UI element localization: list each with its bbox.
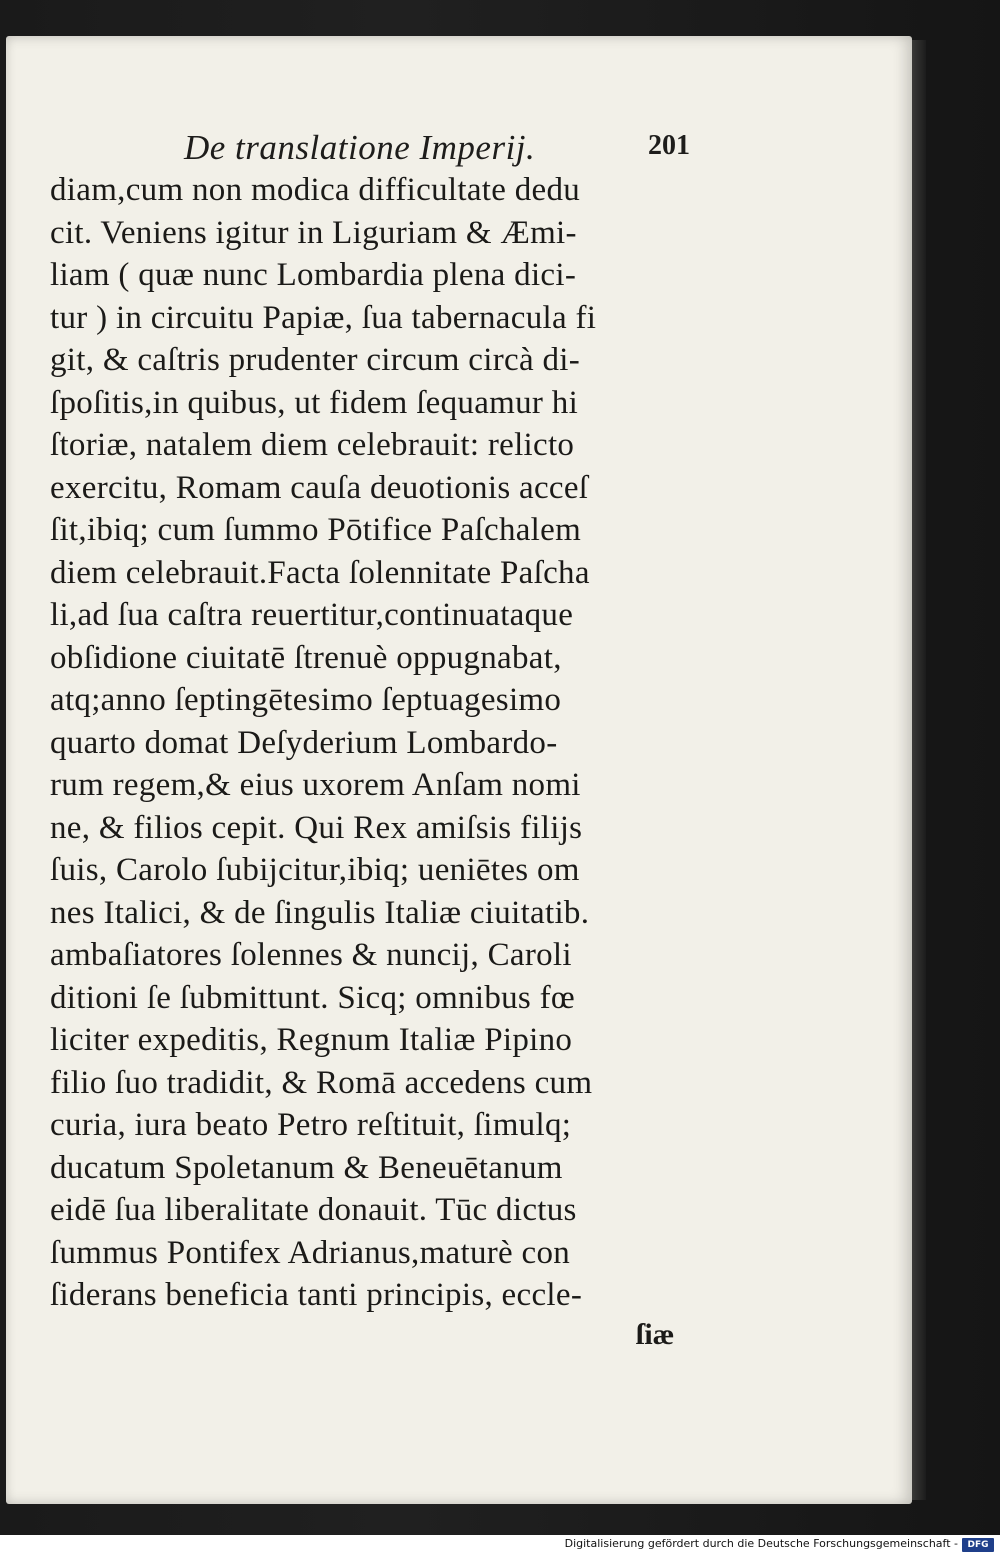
text-line: obſidione ciuitatē ſtrenuè oppugnabat, <box>50 639 562 676</box>
running-head <box>6 128 912 172</box>
text-line: exercitu, Romam cauſa deuotionis acceſ <box>50 469 589 506</box>
text-line: diam,cum non modica difficultate dedu <box>50 172 581 208</box>
text-line: tur ) in circuitu Papiæ, ſua tabernacula fi <box>50 299 597 336</box>
running-title: De translatione Imperij. <box>184 128 536 167</box>
text-line: ne, & filios cepit. Qui Rex amiſsis filijs <box>50 809 583 846</box>
text-line: liciter expeditis, Regnum Italiæ Pipino <box>50 1022 573 1058</box>
text-line: curia, iura beato Petro reſtituit, ſimulq; <box>50 1107 572 1143</box>
text-line: ſummus Pontifex Adrianus,maturè con <box>50 1234 571 1271</box>
funding-credit: Digitalisierung gefördert durch die Deutsche Forschungsgemeinschaft - <box>564 1537 958 1550</box>
text-line: ambaſiatores ſolennes & nuncij, Caroli <box>50 937 572 973</box>
text-line: diem celebrauit.Facta ſolennitate Paſcha <box>50 554 590 591</box>
text-line: filio ſuo tradidit, & Romā accedens cum <box>50 1064 593 1101</box>
text-line: ditioni ſe ſubmittunt. Sicq; omnibus fœ <box>50 979 576 1016</box>
footer-bar <box>0 1535 1000 1555</box>
dfg-logo-icon: DFG <box>962 1538 994 1552</box>
text-line: cit. Veniens igitur in Liguriam & Æmi- <box>50 214 577 251</box>
text-line: ducatum Spoletanum & Beneuētanum <box>50 1149 563 1186</box>
text-line: git, & caſtris prudenter circum circà di- <box>50 342 581 378</box>
book-page <box>6 36 912 1504</box>
catchword: ſiæ <box>636 1318 675 1351</box>
text-line: rum regem,& eius uxorem Anſam nomi <box>50 767 581 803</box>
text-line: atq;anno ſeptingētesimo ſeptuagesimo <box>50 682 562 718</box>
page-number: 201 <box>648 130 690 161</box>
body-text <box>50 169 690 1317</box>
text-line: liam ( quæ nunc Lombardia plena dici- <box>50 257 577 293</box>
text-line: ſuis, Carolo ſubijcitur,ibiq; ueniētes om <box>50 852 580 888</box>
text-line: ſit,ibiq; cum ſummo Pōtifice Paſchalem <box>50 512 582 548</box>
text-line: nes Italici, & de ſingulis Italiæ ciuitatib. <box>50 894 590 931</box>
text-line: quarto domat Deſyderium Lombardo- <box>50 724 558 761</box>
text-line: ſpoſitis,in quibus, ut fidem ſequamur hi <box>50 384 579 421</box>
text-line: ſiderans beneficia tanti principis, eccle- <box>50 1277 583 1313</box>
page-edge <box>912 40 926 1500</box>
text-line: eidē ſua liberalitate donauit. Tūc dictus <box>50 1192 577 1228</box>
text-line: li,ad ſua caſtra reuertitur,continuataque <box>50 597 574 633</box>
text-line: ſtoriæ, natalem diem celebrauit: relicto <box>50 427 575 463</box>
